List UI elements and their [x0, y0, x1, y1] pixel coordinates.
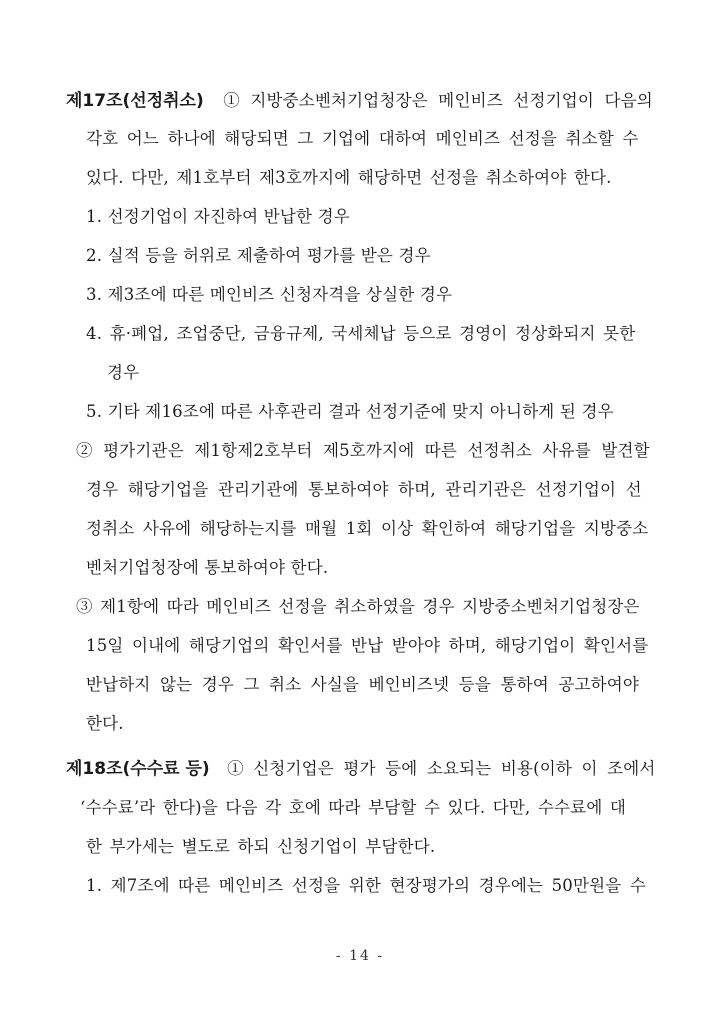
- article-17-item-2: 2. 실적 등을 허위로 제출하여 평가를 받은 경우: [86, 246, 431, 265]
- article-17-para-2-line-3: 정취소 사유에 해당하는지를 매월 1회 이상 확인하여 해당기업을 지방중소: [86, 519, 649, 538]
- article-17-item-4: 4. 휴·폐업, 조업중단, 금융규제, 국세체납 등으로 경영이 정상화되지 못한: [86, 324, 636, 343]
- article-17-para-3-line-4: 한다.: [86, 714, 124, 733]
- article-18-para-1-line-3: 한 부가세는 별도로 하되 신청기업이 부담한다.: [86, 837, 436, 856]
- article-17-item-5: 5. 기타 제16조에 따른 사후관리 결과 선정기준에 맞지 아니하게 된 경우: [86, 402, 614, 421]
- article-18-title: 제18조(수수료 등): [66, 759, 210, 779]
- article-17-para-1-line-3: 있다. 다만, 제1호부터 제3호까지에 해당하면 선정을 취소하여야 한다.: [86, 168, 612, 187]
- article-18-para-1-line-2: ‘수수료’라 한다)을 다음 각 호에 따라 부담할 수 있다. 다만, 수수료에 대: [80, 798, 627, 817]
- article-17-para-3-line-3: 반납하지 않는 경우 그 취소 사실을 베인비즈넷 등을 통하여 공고하여야: [86, 675, 640, 694]
- article-17-title: 제17조(선정취소): [66, 91, 204, 111]
- article-17-item-1: 1. 선정기업이 자진하여 반납한 경우: [86, 207, 350, 226]
- article-18-para-1-line-1: ① 신청기업은 평가 등에 소요되는 비용(이하 이 조에서: [227, 759, 656, 778]
- article-17-para-2-line-1: ② 평가기관은 제1항제2호부터 제5호까지에 따른 선정취소 사유를 발견할: [76, 441, 650, 460]
- article-17-first-line: [66, 90, 653, 112]
- article-17-item-3: 3. 제3조에 따른 메인비즈 신청자격을 상실한 경우: [86, 285, 453, 304]
- article-17-item-4-continued: 경우: [107, 363, 140, 382]
- article-18-item-1: 1. 제7조에 따른 메인비즈 선정을 위한 현장평가의 경우에는 50만원을 수: [86, 876, 646, 895]
- article-17-para-3-line-1: ③ 제1항에 따라 메인비즈 선정을 취소하였을 경우 지방중소벤처기업청장은: [76, 597, 640, 616]
- article-17-para-1-line-2: 각호 어느 하나에 해당되면 그 기업에 대하여 메인비즈 선정을 취소할 수: [86, 129, 639, 148]
- article-17-para-3-line-2: 15일 이내에 해당기업의 확인서를 반납 받아야 하며, 해당기업이 확인서를: [86, 636, 649, 655]
- article-18-first-line: [66, 758, 655, 780]
- page-number: - 14 -: [335, 948, 385, 964]
- article-17-para-1-line-1: ① 지방중소벤처기업청장은 메인비즈 선정기업이 다음의: [223, 91, 653, 110]
- article-17-para-2-line-4: 벤처기업청장에 통보하여야 한다.: [86, 558, 329, 577]
- article-17-para-2-line-2: 경우 해당기업을 관리기관에 통보하여야 하며, 관리기관은 선정기업이 선: [86, 480, 642, 499]
